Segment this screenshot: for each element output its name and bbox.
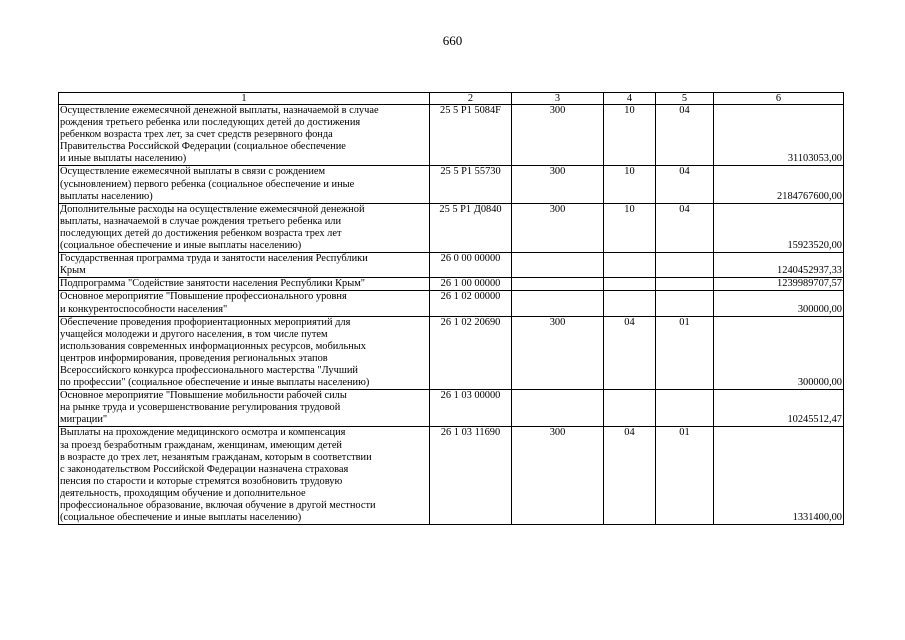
row-description: Основное мероприятие "Повышение профессионального уровня и конкурентоспособности населения" bbox=[59, 291, 430, 316]
row-expense-type: 300 bbox=[512, 316, 604, 390]
row-amount: 31103053,00 bbox=[714, 105, 844, 166]
row-target-code: 26 1 03 00000 bbox=[430, 390, 512, 427]
row-expense-type bbox=[512, 253, 604, 278]
table-row bbox=[59, 291, 844, 316]
row-description: Выплаты на прохождение медицинского осмотра и компенсация за проезд безработным гражданам, женщинам, имеющим детей в возрасте до трех лет, незанятым гражданам, которым в соответствии с законодательством Российской Федерации назначена страховая пенсия по старости и которые стремятся возобновить трудовую деятельность, проходящим обучение и дополнительное профессиональное образование, включая обучение в другой местности (социальное обеспечение и иные выплаты населению) bbox=[59, 427, 430, 525]
row-amount: 300000,00 bbox=[714, 291, 844, 316]
row-description: Осуществление ежемесячной денежной выплаты, назначаемой в случае рождения третьего ребенка или последующих детей до достижения ребенком возраста трех лет, за счет средств резервного фонда Правительства Российской Федерации (социальное обеспечение и иные выплаты населению) bbox=[59, 105, 430, 166]
row-expense-type: 300 bbox=[512, 105, 604, 166]
row-description: Осуществление ежемесячной выплаты в связи с рождением (усыновлением) первого ребенка (социальное обеспечение и иные выплаты населению) bbox=[59, 166, 430, 203]
row-amount: 1240452937,33 bbox=[714, 253, 844, 278]
table-row bbox=[59, 427, 844, 525]
row-description: Обеспечение проведения профориентационных мероприятий для учащейся молодежи и другого населения, в том числе путем использования современных информационных ресурсов, мобильных центров информирования, проведения региональных этапов Всероссийского конкурса профессионального мастерства "Лучший по профессии" (социальное обеспечение и иные выплаты населению) bbox=[59, 316, 430, 390]
row-amount: 2184767600,00 bbox=[714, 166, 844, 203]
row-section bbox=[604, 253, 656, 278]
table-row bbox=[59, 316, 844, 390]
row-expense-type: 300 bbox=[512, 203, 604, 252]
header-col-3: 3 bbox=[512, 93, 604, 105]
row-section bbox=[604, 390, 656, 427]
row-expense-type bbox=[512, 291, 604, 316]
table-row bbox=[59, 390, 844, 427]
row-section: 10 bbox=[604, 166, 656, 203]
row-section: 04 bbox=[604, 427, 656, 525]
row-target-code: 26 1 00 00000 bbox=[430, 278, 512, 291]
row-subsection: 01 bbox=[656, 427, 714, 525]
row-target-code: 26 0 00 00000 bbox=[430, 253, 512, 278]
row-expense-type: 300 bbox=[512, 427, 604, 525]
table-row bbox=[59, 253, 844, 278]
row-section: 10 bbox=[604, 105, 656, 166]
row-subsection bbox=[656, 390, 714, 427]
table-row bbox=[59, 278, 844, 291]
header-col-1: 1 bbox=[59, 93, 430, 105]
header-col-2: 2 bbox=[430, 93, 512, 105]
row-subsection bbox=[656, 253, 714, 278]
row-target-code: 25 5 P1 5084F bbox=[430, 105, 512, 166]
header-col-6: 6 bbox=[714, 93, 844, 105]
row-subsection: 01 bbox=[656, 316, 714, 390]
header-row bbox=[59, 93, 844, 105]
row-description: Дополнительные расходы на осуществление ежемесячной денежной выплаты, назначаемой в случае рождения третьего ребенка или последующих детей до достижения ребенком возраста трех лет (социальное обеспечение и иные выплаты населению) bbox=[59, 203, 430, 252]
row-subsection: 04 bbox=[656, 166, 714, 203]
row-amount: 1331400,00 bbox=[714, 427, 844, 525]
row-amount: 300000,00 bbox=[714, 316, 844, 390]
row-amount: 1239989707,57 bbox=[714, 278, 844, 291]
row-section bbox=[604, 278, 656, 291]
row-subsection bbox=[656, 291, 714, 316]
budget-table bbox=[58, 92, 844, 525]
row-target-code: 26 1 02 00000 bbox=[430, 291, 512, 316]
row-amount: 10245512,47 bbox=[714, 390, 844, 427]
row-subsection: 04 bbox=[656, 105, 714, 166]
row-description: Основное мероприятие "Повышение мобильности рабочей силы на рынке труда и усовершенствование регулирования трудовой миграции" bbox=[59, 390, 430, 427]
row-expense-type: 300 bbox=[512, 166, 604, 203]
header-col-4: 4 bbox=[604, 93, 656, 105]
row-subsection: 04 bbox=[656, 203, 714, 252]
row-expense-type bbox=[512, 278, 604, 291]
row-section bbox=[604, 291, 656, 316]
row-target-code: 25 5 P1 Д0840 bbox=[430, 203, 512, 252]
row-section: 10 bbox=[604, 203, 656, 252]
row-description: Подпрограмма "Содействие занятости населения Республики Крым" bbox=[59, 278, 430, 291]
table-row bbox=[59, 105, 844, 166]
row-target-code: 25 5 P1 55730 bbox=[430, 166, 512, 203]
row-amount: 15923520,00 bbox=[714, 203, 844, 252]
header-col-5: 5 bbox=[656, 93, 714, 105]
row-target-code: 26 1 03 11690 bbox=[430, 427, 512, 525]
page-number: 660 bbox=[442, 33, 463, 48]
row-subsection bbox=[656, 278, 714, 291]
row-expense-type bbox=[512, 390, 604, 427]
table-row bbox=[59, 203, 844, 252]
row-target-code: 26 1 02 20690 bbox=[430, 316, 512, 390]
row-section: 04 bbox=[604, 316, 656, 390]
table-row bbox=[59, 166, 844, 203]
row-description: Государственная программа труда и занятости населения Республики Крым bbox=[59, 253, 430, 278]
